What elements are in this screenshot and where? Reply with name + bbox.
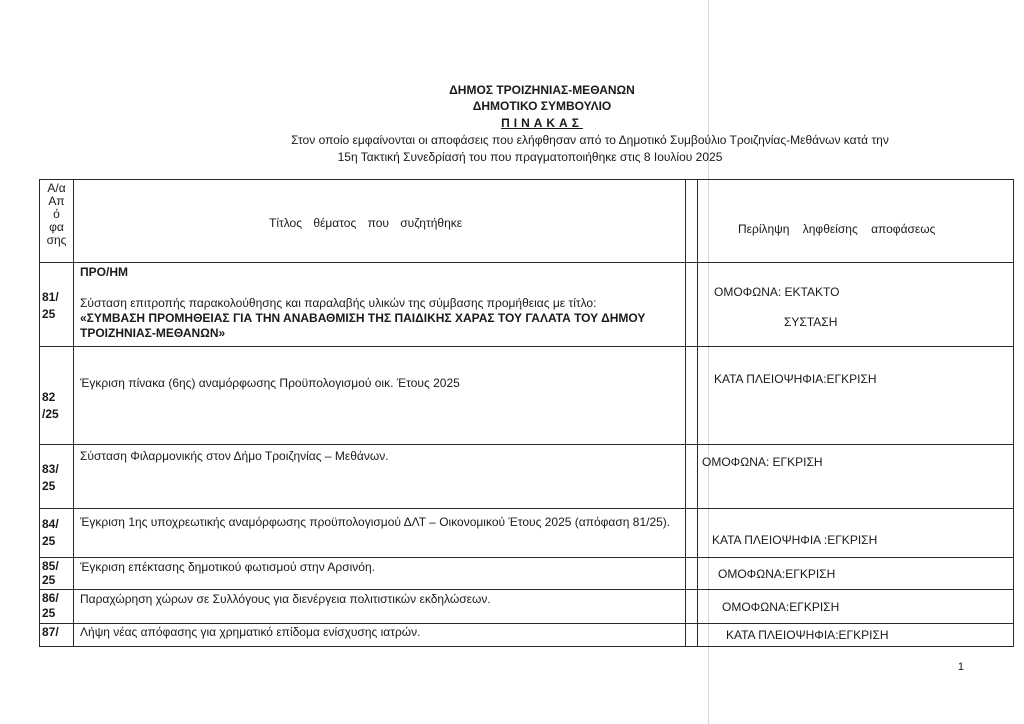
decision-title-text: Σύσταση επιτροπής παρακολούθησης και παραλαβής υλικών της σύμβασης προμήθειας με τίτλο: <box>80 296 597 310</box>
decision-result: ΚΑΤΑ ΠΛΕΙΟΨΗΦΙΑ :ΕΓΚΡΙΣΗ <box>712 533 878 547</box>
decision-result: ΚΑΤΑ ΠΛΕΙΟΨΗΦΙΑ:ΕΓΚΡΙΣΗ <box>726 628 889 642</box>
table-row <box>40 590 1013 624</box>
decision-number-line: 85/ <box>42 559 59 573</box>
decision-number-line: 25 <box>42 573 56 587</box>
decision-number <box>40 347 74 444</box>
decision-result: ΟΜΟΦΩΝΑ:ΕΓΚΡΙΣΗ <box>718 567 836 581</box>
municipality-heading: ΔΗΜΟΣ ΤΡΟΙΖΗΝΙΑΣ-ΜΕΘΑΝΩΝ <box>449 83 635 97</box>
header-number-line: Απ <box>48 194 65 208</box>
agenda-prefix: ΠΡΟ/ΗΜ <box>80 265 128 279</box>
decision-title: Σύσταση Φιλαρμονικής στον Δήμο Τροιζηνίας – Μεθάνων. <box>74 445 686 508</box>
table-row <box>40 347 1013 445</box>
decision-title-bold: «ΣΥΜΒΑΣΗ ΠΡΟΜΗΘΕΙΑΣ ΓΙΑ ΤΗΝ ΑΝΑΒΑΘΜΙΣΗ ΤΗΣ ΠΑΙΔΙΚΗΣ ΧΑΡΑΣ ΤΟΥ ΓΑΛΑΤΑ ΤΟΥ ΔΗΜΟΥ ΤΡΟΙΖΗΝΙΑΣ-ΜΕΘΑΝΩΝ» <box>80 311 646 340</box>
decision-number <box>40 590 74 623</box>
decision-number-line: 25 <box>42 606 56 620</box>
header-number-line: φα <box>49 220 64 234</box>
table-row <box>40 445 1013 509</box>
decision-number-line: 25 <box>42 534 56 548</box>
table-row <box>40 263 1013 347</box>
decision-number-line: 25 <box>42 479 56 493</box>
decisions-table <box>39 179 1012 647</box>
decision-result-text: ΟΜΟΦΩΝΑ: ΕΚΤΑΚΤΟ <box>714 285 840 299</box>
decision-number <box>40 263 74 346</box>
table-row <box>40 509 1013 558</box>
column-gap <box>686 509 698 557</box>
decision-number-line: 83/ <box>42 462 59 476</box>
decision-result: ΟΜΟΦΩΝΑ: ΕΓΚΡΙΣΗ <box>702 455 823 469</box>
column-gap <box>686 624 698 646</box>
header-title-column: Τίτλος θέματος που συζητήθηκε <box>74 180 686 262</box>
column-gap <box>686 180 698 262</box>
table-header-row <box>40 180 1013 263</box>
table-row <box>40 558 1013 590</box>
decision-result: ΚΑΤΑ ΠΛΕΙΟΨΗΦΙΑ:ΕΓΚΡΙΣΗ <box>714 372 877 386</box>
page-number: 1 <box>957 661 964 673</box>
decision-number <box>40 445 74 508</box>
decision-number-line: /25 <box>42 407 59 421</box>
decision-number-line: 82 <box>42 390 56 404</box>
column-gap <box>686 445 698 508</box>
decision-title: Έγκριση πίνακα (6ης) αναμόρφωσης Προϋπολογισμού οικ. Έτους 2025 <box>74 347 686 444</box>
decision-title: Έγκριση 1ης υποχρεωτικής αναμόρφωσης προϋπολογισμού ΔΛΤ – Οικονομικού Έτους 2025 (απόφαση 81/25). <box>74 509 686 557</box>
header-result-column: Περίληψη ληφθείσης αποφάσεως <box>738 222 936 236</box>
column-gap <box>686 558 698 589</box>
column-gap <box>686 590 698 623</box>
council-heading: ΔΗΜΟΤΙΚΟ ΣΥΜΒΟΥΛΙΟ <box>472 99 612 113</box>
decision-result: ΟΜΟΦΩΝΑ:ΕΓΚΡΙΣΗ <box>722 600 840 614</box>
intro-line-2: 15η Τακτική Συνεδρίασή του που πραγματοποιήθηκε στις 8 Ιουλίου 2025 <box>337 150 723 164</box>
decision-title: Παραχώρηση χώρων σε Συλλόγους για διενέργεια πολιτιστικών εκδηλώσεων. <box>74 590 686 623</box>
decision-number-line: 87/ <box>42 625 59 639</box>
decision-title: Λήψη νέας απόφασης για χρηματικό επίδομα ενίσχυσης ιατρών. <box>74 624 686 646</box>
header-number-column <box>40 180 74 262</box>
table-row <box>40 624 1013 647</box>
decision-number <box>40 509 74 557</box>
column-gap <box>686 263 698 346</box>
decision-number <box>40 558 74 589</box>
decision-number-line: 25 <box>42 307 56 321</box>
column-gap <box>686 347 698 444</box>
decision-result-text: ΣΥΣΤΑΣΗ <box>784 315 838 329</box>
header-number-line: Α/α <box>47 181 66 195</box>
decision-number <box>40 624 74 646</box>
decision-title <box>74 263 686 346</box>
header-number-line: σης <box>46 233 67 247</box>
decision-number-line: 86/ <box>42 591 59 605</box>
decision-result <box>698 263 1013 346</box>
decision-number-line: 81/ <box>42 290 59 304</box>
header-number-line: ό <box>53 207 60 221</box>
decision-number-line: 84/ <box>42 517 59 531</box>
decision-title: Έγκριση επέκτασης δημοτικού φωτισμού στην Αρσινόη. <box>74 558 686 589</box>
intro-line-1: Στον οποίο εμφαίνονται οι αποφάσεις που ελήφθησαν από το Δημοτικό Συμβούλιο Τροιζηνίας-Μεθάνων κατά την <box>291 133 889 147</box>
document-title: ΠΙΝΑΚΑΣ <box>501 116 583 130</box>
